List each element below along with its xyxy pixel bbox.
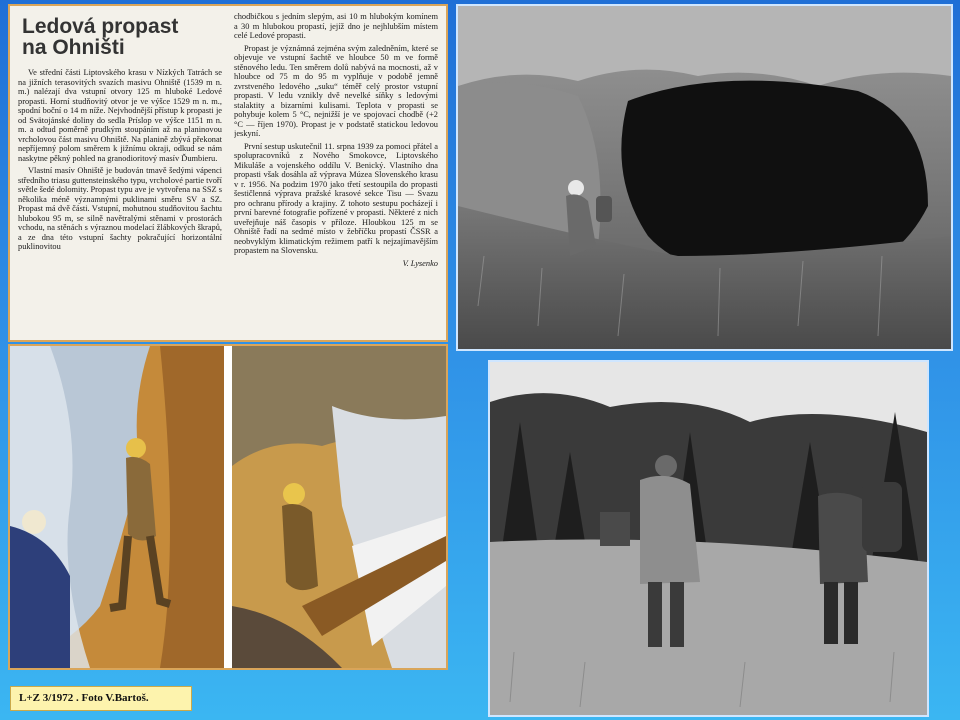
hikers-meadow-photo xyxy=(488,360,929,717)
article-paragraph: První sestup uskutečnil 11. srpna 1939 za pomoci přátel a spolupracovníků z Nového Smokovce, Liptovského Mikuláše a vojenského oddílu V. Benický. Vlastního dna propasti však dosáhla až výprava Múzea Slovenského krasu v r. 1956. Na podzim 1970 jako třetí sestoupila do propasti šestičlenná výprava pražské krasové sekce Tisu — Svazu pro ochranu přírody a krajiny. Z tohoto sestupu pocházejí i první barevné fotografie pořízené v propasti. Některé z nich uveřejňuje náš časopis v příloze. Hloubkou 125 m se Ohniště řadí na sedmé místo v žebříčku propastí ČSSR a neobvyklým klimatickým režimem patří k nejzajímavějším propastem na Slovensku. xyxy=(234,141,438,255)
ice-cave-color-photo-left xyxy=(8,344,224,670)
photo-credit-caption: L+Z 3/1972 . Foto V.Bartoš. xyxy=(10,686,192,711)
article-clipping xyxy=(8,4,448,342)
article-column-1 xyxy=(18,12,222,334)
article-paragraph: chodbičkou s jedním slepým, asi 10 m hlubokým komínem a 30 m hlubokou propastí, jejíž dno je nejhlubším místem celé Ledové propasti. xyxy=(234,12,438,40)
article-paragraph: Ve střední části Liptovského krasu v Nízkých Tatrách se na jižních terasovitých svazích masivu Ohniště (1539 m n. m.) nalézají dva vstupní otvory 125 m hluboké Ledové propasti. Horní studňovitý otvor je ve výšce 1529 m n. m., spodní boční o 14 m níže. Nejvhodnější přístup k propasti je od Svätojánské doliny do sedla Príslop ve výšce 1151 m n. m. a odtud poměrně prudkým stoupáním až na planinovou vrcholovou část masivu Ohniště. Na planině zbývá překonat nepříjemný polom směrem k jižnímu okraji, odkud se nám naskytne pěkný pohled na granodioritový masív Ďumbieru. xyxy=(18,68,222,163)
article-title: Ledová propast na Ohništi xyxy=(22,15,179,59)
article-paragraph: Propast je význámná zejména svým zaledněním, které se objevuje ve vstupní šachtě ve hloubce 50 m ve formě stěnového ledu. Ten směrem dolů nabývá na mocnosti, až v hloubce od 75 m do 95 m vyplňuje v podobě jemně zvrstveného ledového „suku“ téměř celý prostor vstupní propasti. V ledu vznikly dvě nevelké síňky s ledovými stalaktity a bizarními kulisami. Teplota v propasti se pohybuje kolem 5 °C, nejnižší je ve spojovací chodbě (+2 °C — říjen 1970). Propast je v podstatě statickou ledovou jeskyní. xyxy=(234,43,438,138)
photo-divider xyxy=(224,344,232,670)
article-column-2 xyxy=(234,12,438,334)
cave-entrance-photo xyxy=(456,4,953,351)
ice-cave-color-photo-right xyxy=(232,344,448,670)
article-paragraph: Vlastní masív Ohniště je budován tmavě šedými vápenci středního triasu guttensteinského typu, vrcholové partie tvoří světle šedé dolomity. Propast typu ave je vytvořena na SSZ s několika méně významnými puklinami směru SV a SZ. Propast má dvě části. Vstupní, mohutnou studňovitou šachtu hlubokou 95 m, se silně navětralými stěnami v prostorách vchodu, na stěnách s výraznou modelací žlábkových škrapů, a ze dna této vstupní šachty pokračující horizontální puklinovitou xyxy=(18,166,222,251)
article-author: V. Lysenko xyxy=(402,258,438,268)
